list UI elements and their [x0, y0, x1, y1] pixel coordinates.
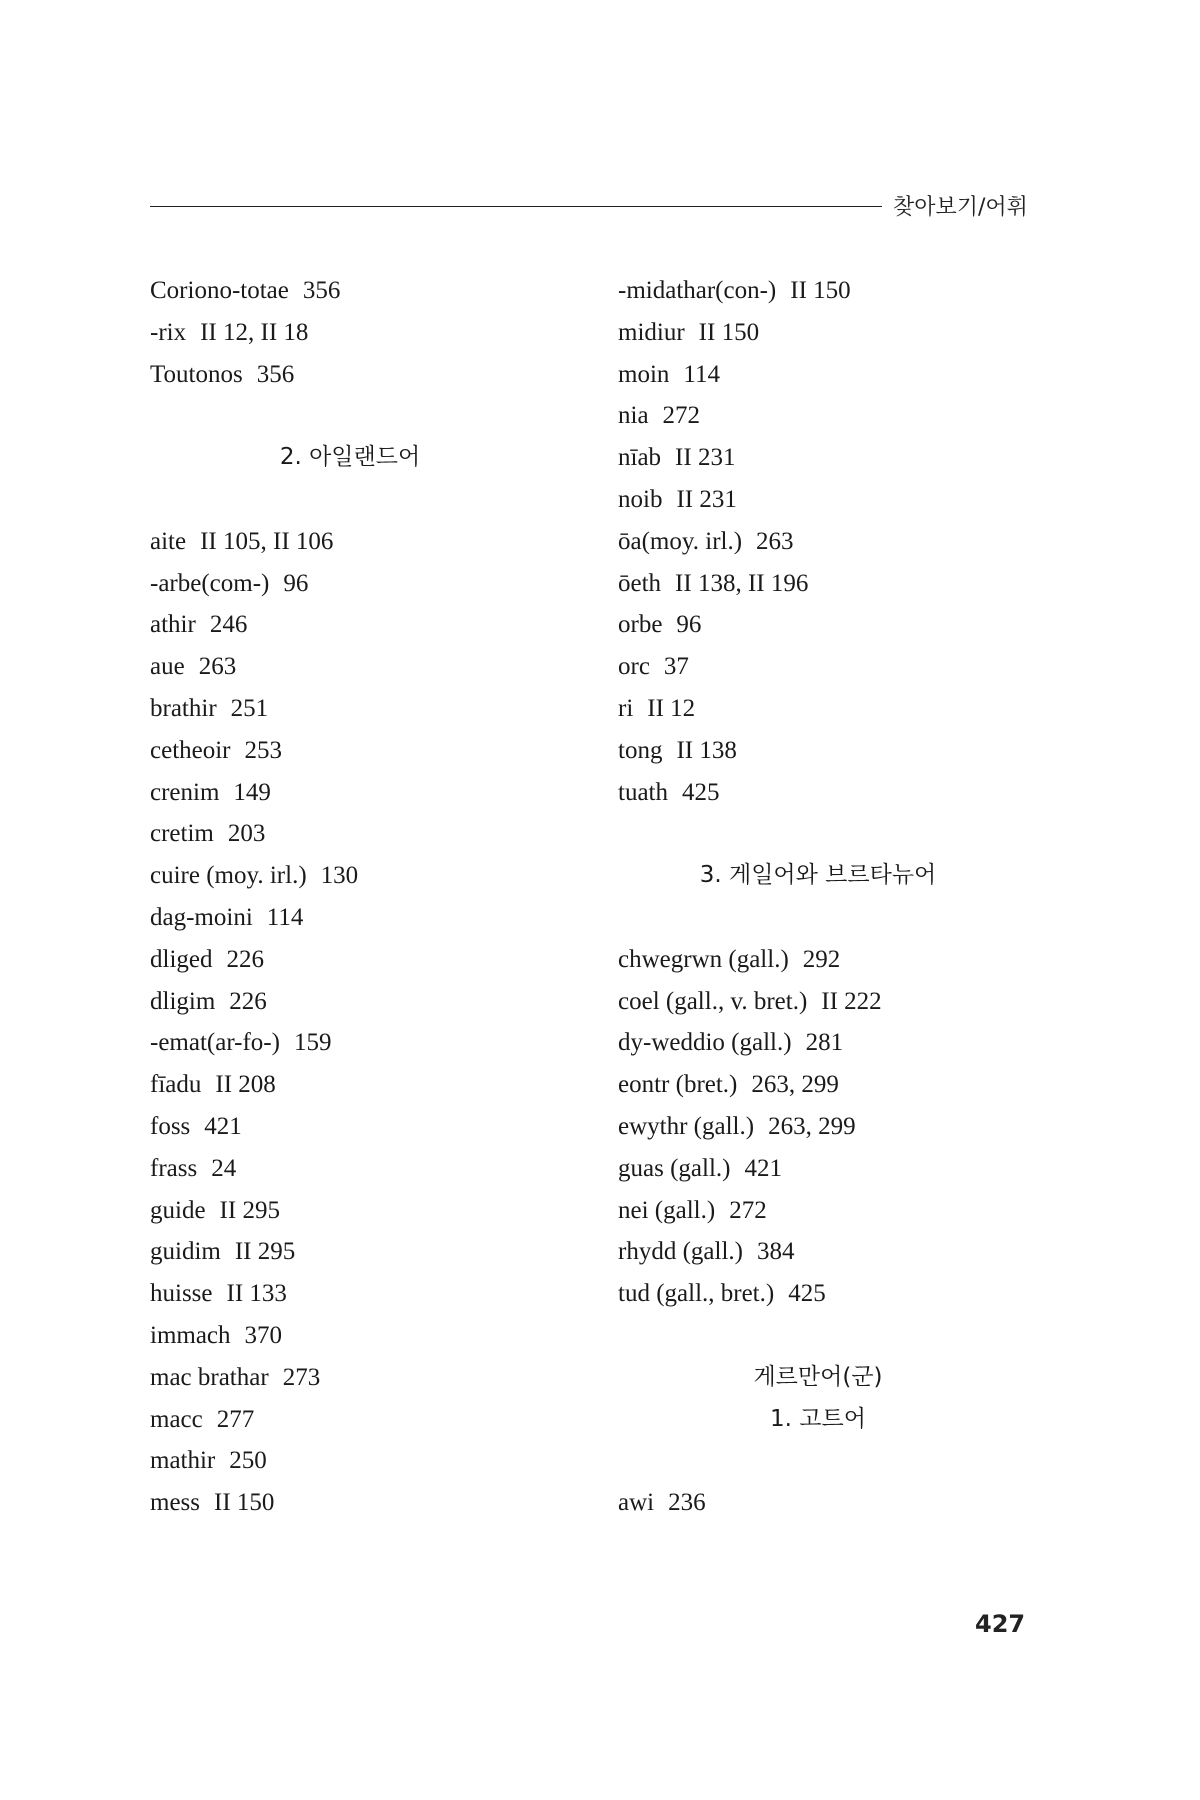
entry-page-ref: 272 [729, 1196, 767, 1224]
entry-page-ref: 96 [283, 569, 309, 597]
index-entry [618, 395, 1058, 437]
index-entry [150, 1482, 590, 1524]
entry-word: -arbe(com-) [150, 569, 270, 597]
entry-page-ref: 421 [204, 1112, 242, 1140]
entry-word: tud (gall., bret.) [618, 1280, 775, 1308]
index-entry [618, 688, 1058, 730]
entry-page-ref: II 133 [226, 1280, 287, 1308]
index-entry [150, 813, 590, 855]
entry-word: coel (gall., v. bret.) [618, 987, 808, 1015]
index-entry [618, 646, 1058, 688]
entry-page-ref: 236 [668, 1489, 706, 1517]
entry-word: Coriono-totae [150, 277, 289, 304]
entry-word: athir [150, 611, 196, 639]
entry-page-ref: 277 [216, 1405, 255, 1433]
entry-page-ref: 159 [293, 1029, 332, 1057]
index-entry [150, 1022, 590, 1064]
index-entry [618, 437, 1058, 479]
entry-word: orc [618, 653, 650, 681]
entry-word: dliged [150, 945, 213, 973]
index-entry [150, 1357, 590, 1399]
entry-page-ref: II 222 [821, 987, 882, 1015]
index-entry [618, 772, 1058, 814]
entry-word: cuire (moy. irl.) [150, 862, 307, 890]
entry-word: cretim [150, 820, 214, 848]
entry-word: nia [618, 402, 649, 430]
blank-line [618, 813, 1058, 855]
section-heading: 2. 아일랜드어 [279, 444, 421, 471]
index-entry [150, 1106, 590, 1148]
entry-page-ref: II 150 [214, 1489, 275, 1517]
index-entry [150, 939, 590, 981]
entry-page-ref: 263 [198, 653, 237, 681]
entry-word: ōeth [618, 569, 662, 597]
index-entry [618, 354, 1058, 396]
entry-word: midiur [618, 318, 685, 346]
entry-word: macc [150, 1405, 203, 1433]
entry-page-ref: 246 [209, 611, 248, 639]
entry-page-ref: 114 [683, 360, 720, 388]
entry-word: tong [618, 736, 663, 764]
entry-page-ref: 130 [320, 862, 359, 890]
index-entry [618, 1231, 1058, 1273]
entry-word: moin [618, 360, 670, 388]
index-entry [618, 1482, 1058, 1524]
entry-page-ref: 37 [663, 653, 689, 681]
entry-word: rhydd (gall.) [618, 1238, 743, 1266]
index-entry [618, 939, 1058, 981]
entry-word: cetheoir [150, 736, 231, 764]
entry-word: dy-weddio (gall.) [618, 1029, 792, 1057]
index-entry [618, 1022, 1058, 1064]
entry-page-ref: 96 [676, 611, 702, 639]
entry-word: huisse [150, 1280, 213, 1308]
index-entry [618, 730, 1058, 772]
entry-word: frass [150, 1154, 198, 1182]
entry-word: aite [150, 527, 187, 555]
entry-page-ref: II 231 [675, 444, 736, 472]
entry-page-ref: II 105, II 106 [200, 527, 334, 555]
entry-word: nīab [618, 444, 662, 472]
index-entry [150, 897, 590, 939]
index-entry [150, 521, 590, 563]
header-rule [150, 206, 882, 207]
entry-page-ref: II 295 [219, 1196, 280, 1224]
entry-word: mess [150, 1489, 200, 1517]
entry-word: dag-moini [150, 903, 253, 931]
entry-word: brathir [150, 694, 217, 722]
index-entry [150, 354, 590, 396]
entry-word: chwegrwn (gall.) [618, 945, 789, 973]
entry-page-ref: II 138, II 196 [675, 569, 809, 597]
entry-page-ref: 24 [211, 1154, 237, 1182]
index-entry [150, 1399, 590, 1441]
index-entry [618, 312, 1058, 354]
blank-line [618, 1440, 1058, 1482]
entry-page-ref: 356 [256, 360, 295, 388]
entry-page-ref: 263 [756, 527, 794, 555]
entry-word: Toutonos [150, 360, 243, 388]
section-heading: 1. 고트어 [770, 1405, 866, 1432]
index-entry [618, 1064, 1058, 1106]
entry-page-ref: 226 [226, 945, 264, 973]
index-entry [150, 1190, 590, 1232]
index-entry [150, 604, 590, 646]
blank-line [618, 1315, 1058, 1357]
entry-word: dligim [150, 987, 216, 1015]
entry-word: guidim [150, 1238, 221, 1266]
index-entry [618, 1148, 1058, 1190]
entry-word: ewythr (gall.) [618, 1112, 755, 1140]
blank-line [150, 479, 590, 521]
entry-word: -rix [150, 318, 187, 346]
index-entry [618, 981, 1058, 1023]
running-head: 찾아보기/어휘 [893, 195, 1028, 220]
index-entry [150, 981, 590, 1023]
entry-word: eontr (bret.) [618, 1071, 738, 1099]
index-entry [150, 1064, 590, 1106]
entry-page-ref: 281 [805, 1029, 844, 1057]
blank-line [618, 897, 1058, 939]
index-entry [618, 521, 1058, 563]
entry-page-ref: II 12 [647, 694, 696, 722]
entry-word: mathir [150, 1447, 216, 1475]
entry-word: awi [618, 1489, 655, 1517]
index-entry [150, 688, 590, 730]
entry-word: mac brathar [150, 1363, 269, 1391]
entry-page-ref: II 231 [676, 485, 737, 513]
entry-page-ref: II 295 [234, 1238, 296, 1266]
index-entry [618, 270, 1058, 312]
entry-page-ref: 203 [227, 820, 266, 848]
page-number: 427 [975, 1610, 1026, 1638]
blank-line [150, 395, 590, 437]
index-entry [618, 1106, 1058, 1148]
index-entry [618, 604, 1058, 646]
index-entry [150, 1440, 590, 1482]
index-entry [150, 563, 590, 605]
entry-word: tuath [618, 778, 668, 806]
index-column-right [618, 270, 1058, 1524]
entry-page-ref: II 138 [676, 736, 737, 764]
index-entry [150, 1315, 590, 1357]
entry-page-ref: 149 [233, 778, 271, 806]
index-entry [150, 646, 590, 688]
entry-page-ref: 370 [244, 1321, 283, 1349]
index-entry [150, 772, 590, 814]
index-entry [150, 1273, 590, 1315]
entry-word: guide [150, 1196, 206, 1224]
entry-page-ref: 425 [788, 1280, 826, 1308]
index-entry [618, 479, 1058, 521]
index-column-left [150, 270, 590, 1524]
entry-word: nei (gall.) [618, 1196, 716, 1224]
entry-word: crenim [150, 778, 220, 806]
index-entry [150, 855, 590, 897]
entry-word: fīadu [150, 1071, 202, 1099]
index-entry [150, 312, 590, 354]
entry-page-ref: 263, 299 [751, 1071, 839, 1099]
entry-word: aue [150, 653, 185, 681]
entry-word: noib [618, 485, 663, 513]
entry-page-ref: II 150 [790, 277, 851, 304]
entry-page-ref: 263, 299 [768, 1112, 856, 1140]
entry-page-ref: 251 [230, 694, 269, 722]
entry-word: orbe [618, 611, 663, 639]
index-entry [150, 1148, 590, 1190]
index-entry [618, 1190, 1058, 1232]
index-entry [150, 270, 590, 312]
entry-word: -emat(ar-fo-) [150, 1029, 280, 1057]
entry-page-ref: 226 [229, 987, 267, 1015]
index-entry [150, 1231, 590, 1273]
index-entry [618, 1273, 1058, 1315]
entry-page-ref: II 208 [215, 1071, 276, 1099]
entry-page-ref: 273 [282, 1363, 321, 1391]
entry-page-ref: 425 [682, 778, 720, 806]
entry-word: immach [150, 1321, 231, 1349]
entry-page-ref: 356 [302, 277, 341, 304]
section-heading: 게르만어(군) [753, 1363, 883, 1390]
entry-page-ref: II 150 [698, 318, 760, 346]
entry-word: foss [150, 1112, 191, 1140]
entry-page-ref: 250 [229, 1447, 267, 1475]
entry-page-ref: II 12, II 18 [200, 318, 309, 346]
entry-page-ref: 114 [266, 903, 304, 931]
entry-page-ref: 253 [244, 736, 283, 764]
section-heading: 3. 게일어와 브르타뉴어 [699, 862, 937, 889]
index-entry [150, 730, 590, 772]
entry-word: -midathar(con-) [618, 277, 777, 304]
entry-page-ref: 272 [662, 402, 701, 430]
entry-page-ref: 292 [802, 945, 841, 973]
entry-word: ri [618, 694, 634, 722]
index-entry [618, 563, 1058, 605]
entry-page-ref: 384 [756, 1238, 795, 1266]
entry-page-ref: 421 [744, 1154, 782, 1182]
entry-word: guas (gall.) [618, 1154, 731, 1182]
entry-word: ōa(moy. irl.) [618, 527, 743, 555]
